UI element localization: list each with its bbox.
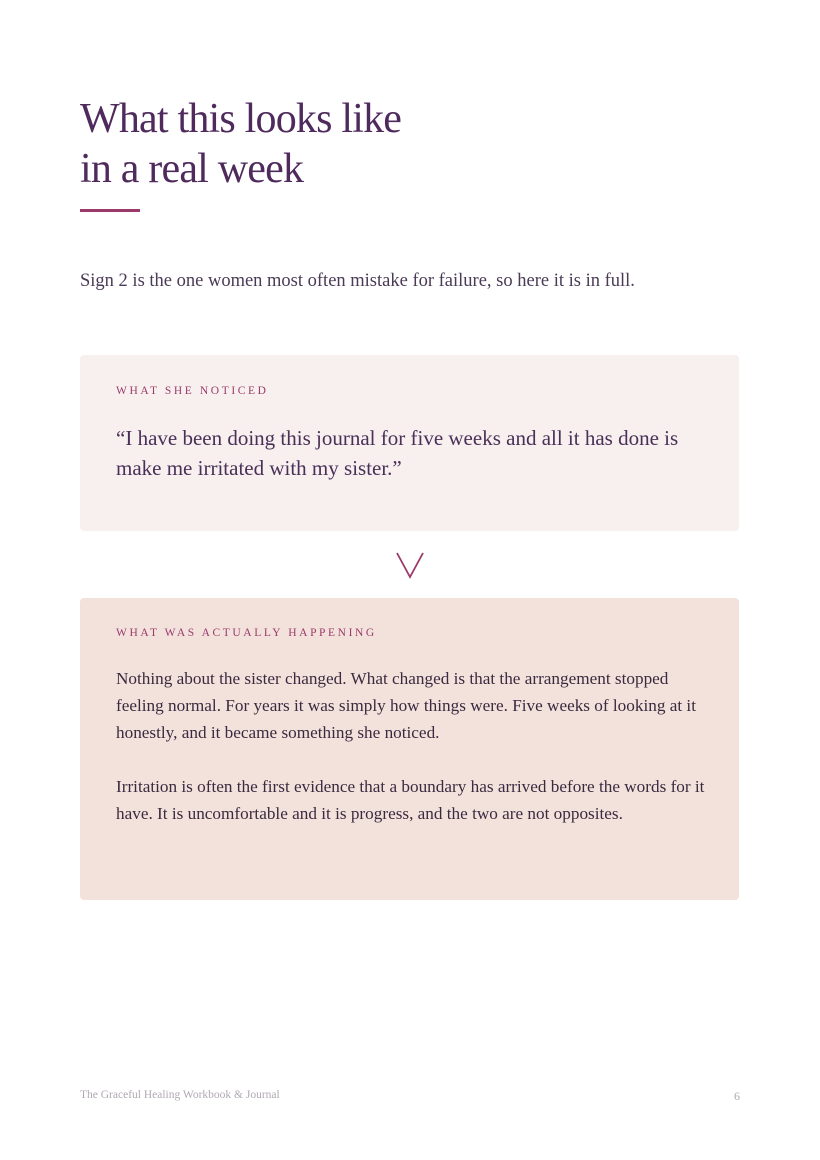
page-title-line-1: What this looks like <box>80 96 402 142</box>
noticed-label: WHAT SHE NOTICED <box>116 385 269 397</box>
noticed-quote: “I have been doing this journal for five weeks and all it has done is make me irritated with my sister.” <box>116 426 679 480</box>
page-title-line-2: in a real week <box>80 146 304 192</box>
footer-book-title: The Graceful Healing Workbook & Journal <box>80 1089 280 1101</box>
page-number: 6 <box>734 1089 740 1103</box>
happening-paragraph: Nothing about the sister changed. What changed is that the arrangement stopped feeling normal. For years it was simply how things were. Five weeks of looking at it honestly, and it became something she noticed. <box>116 669 696 742</box>
intro-text: Sign 2 is the one women most often mistake for failure, so here it is in full. <box>80 271 635 291</box>
chevron-down-icon <box>394 550 426 580</box>
page-title <box>80 94 600 194</box>
happening-paragraph: Irritation is often the first evidence that a boundary has arrived before the words for it have. It is uncomfortable and it is progress, and the two are not opposites. <box>116 777 705 823</box>
happening-card <box>80 598 739 900</box>
happening-label: WHAT WAS ACTUALLY HAPPENING <box>116 627 377 639</box>
title-underline <box>80 209 140 212</box>
noticed-card <box>80 355 739 531</box>
